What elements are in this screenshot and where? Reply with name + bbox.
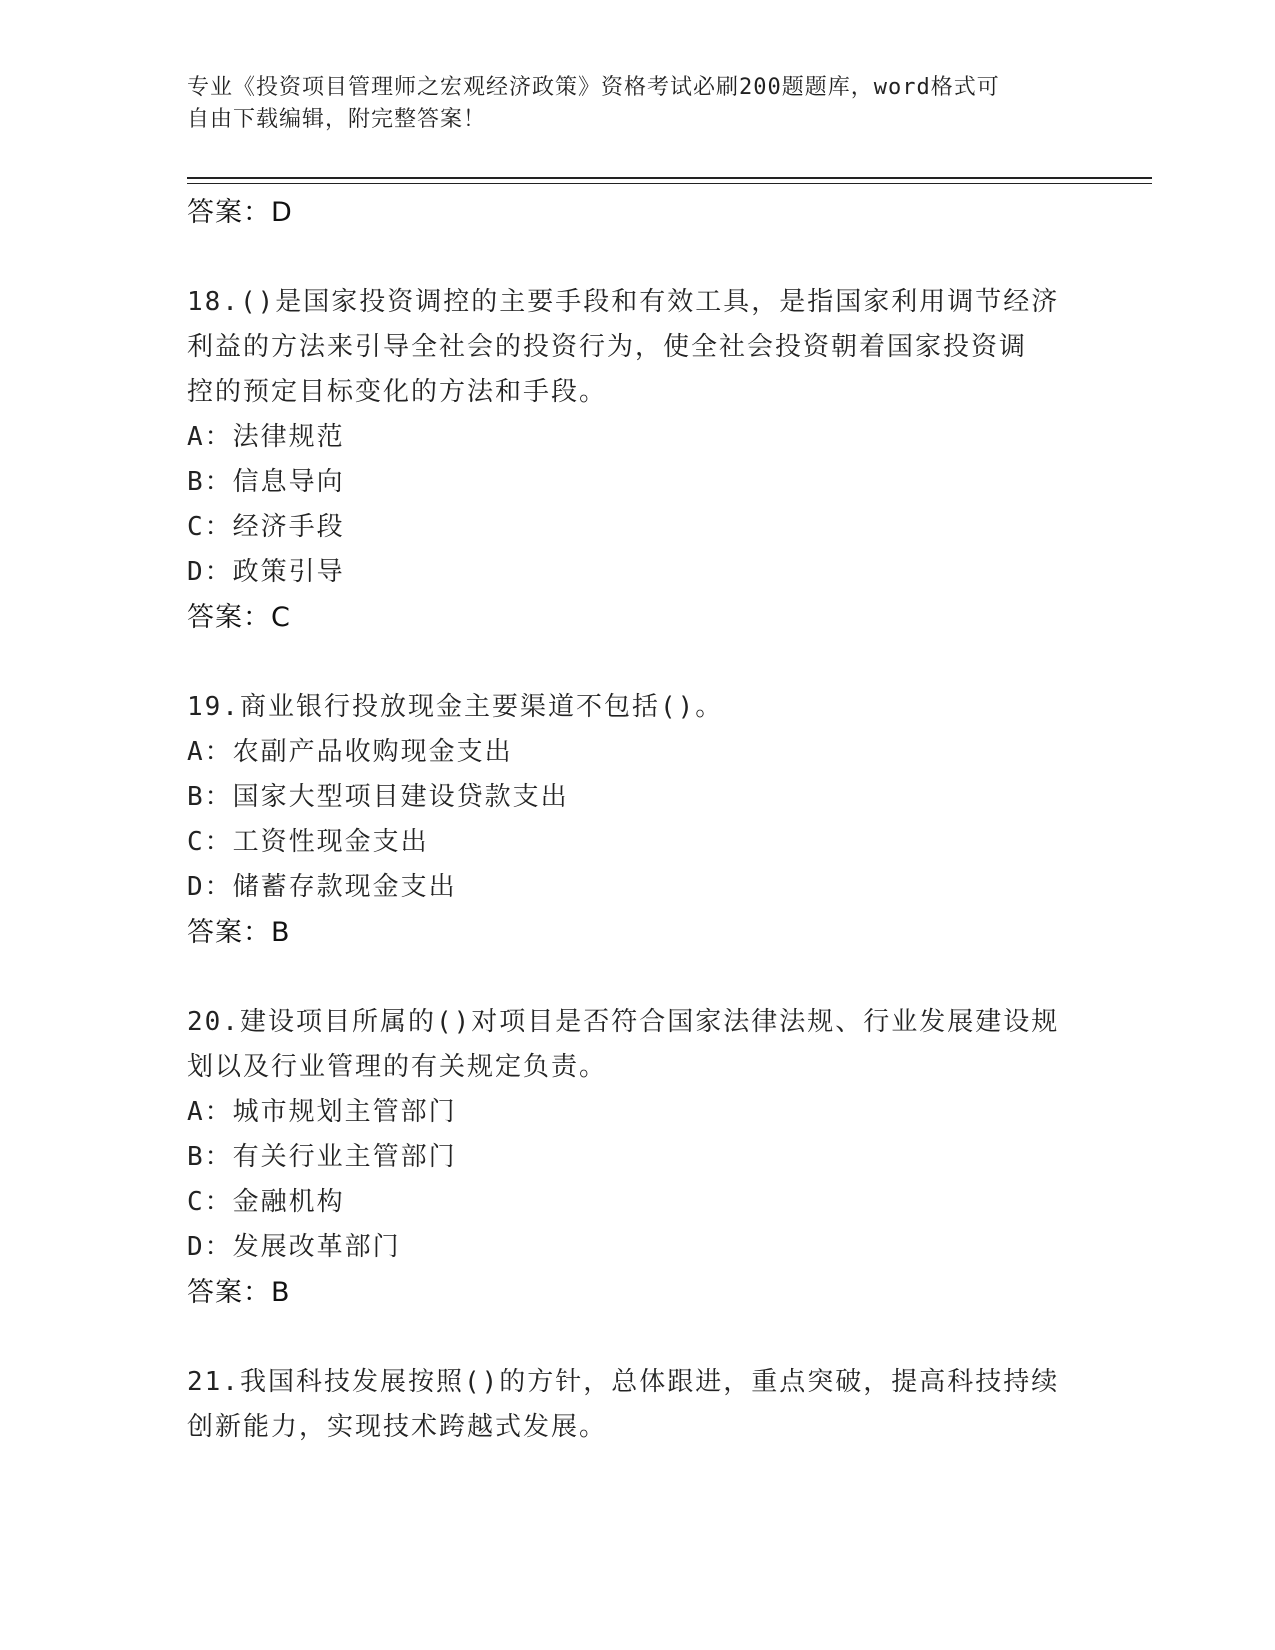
header-rule-thick [187,177,1152,179]
question-stem-line: 19.商业银行投放现金主要渠道不包括()。 [187,692,724,722]
question-19 [187,685,1087,955]
option-b: B：国家大型项目建设贷款支出 [187,782,569,812]
answer-20: 答案：B [187,1277,291,1308]
question-stem-line: 划以及行业管理的有关规定负责。 [187,1052,608,1082]
question-stem-line: 创新能力，实现技术跨越式发展。 [187,1412,608,1442]
question-list [187,190,1087,1450]
option-c: C：工资性现金支出 [187,827,429,857]
option-a: A：农副产品收购现金支出 [187,737,513,767]
question-stem-line: 利益的方法来引导全社会的投资行为，使全社会投资朝着国家投资调 [187,332,1028,362]
header-rule-thin [187,183,1152,184]
question-18 [187,280,1087,640]
option-a: A：城市规划主管部门 [187,1097,457,1127]
option-c: C：经济手段 [187,512,345,542]
question-stem-line: 21.我国科技发展按照()的方针，总体跟进，重点突破，提高科技持续 [187,1367,1060,1397]
option-d: D：储蓄存款现金支出 [187,872,457,902]
option-d: D：政策引导 [187,557,345,587]
header-line-2: 自由下载编辑，附完整答案！ [187,107,487,132]
option-c: C：金融机构 [187,1187,345,1217]
answer-19: 答案：B [187,917,291,948]
question-21 [187,1360,1087,1450]
question-20 [187,1000,1087,1315]
spacer [187,955,1087,1000]
option-a: A：法律规范 [187,422,345,452]
spacer [187,640,1087,685]
question-stem-line: 控的预定目标变化的方法和手段。 [187,377,608,407]
option-d: D：发展改革部门 [187,1232,401,1262]
question-stem-line: 20.建设项目所属的()对项目是否符合国家法律法规、行业发展建设规 [187,1007,1060,1037]
question-stem-line: 18.()是国家投资调控的主要手段和有效工具，是指国家利用调节经济 [187,287,1060,317]
document-header [187,72,1067,136]
answer-18: 答案：C [187,602,291,633]
option-b: B：信息导向 [187,467,345,497]
option-b: B：有关行业主管部门 [187,1142,457,1172]
spacer [187,235,1087,280]
spacer [187,1315,1087,1360]
header-line-1: 专业《投资项目管理师之宏观经济政策》资格考试必刷200题题库，word格式可 [187,75,1000,100]
answer-17: 答案：D [187,197,293,228]
